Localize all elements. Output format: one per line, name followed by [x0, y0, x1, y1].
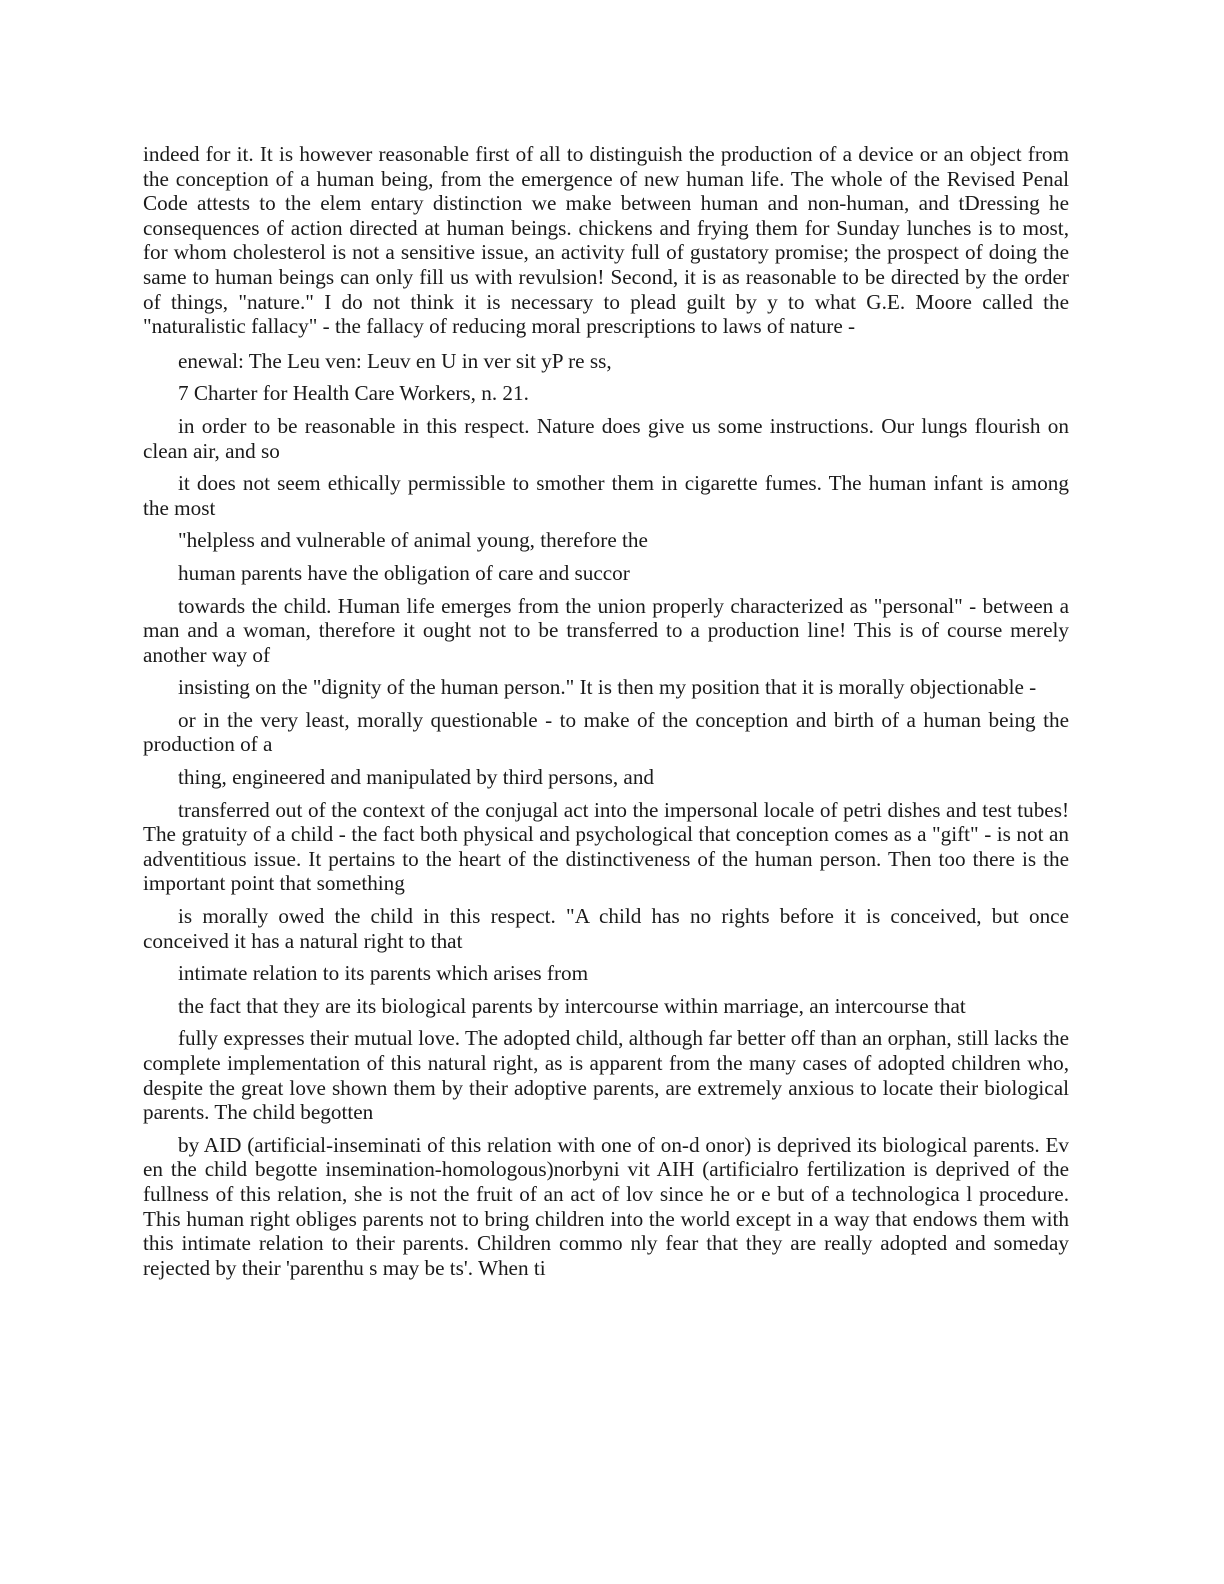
paragraph: transferred out of the context of the conjugal act into the impersonal locale of petri dishes and test tubes! The gratuity of a child - the fact both physical and psychological that conception comes as a "gift" - is not an adventitious issue. It pertains to the heart of the distinctiveness of the human person. Then too there is the important point that something [143, 797, 1069, 896]
paragraph: it does not seem ethically permissible to smother them in cigarette fumes. The human infant is among the most [143, 471, 1069, 520]
paragraph: human parents have the obligation of care and succor [178, 560, 630, 585]
paragraph: by AID (artificial-inseminati of this relation with one of on-d onor) is deprived its biological parents. Ev en the child begotte insemination-homologous)norbyni vit AIH (artificialro fertilization is deprived of the fullness of this relation, she is not the fruit of an act of lov since he or e but of a technologica l procedure. This human right obliges parents not to bring children into the world except in a way that endows them with this intimate relation to their parents. Children commo nly fear that they are really adopted and someday rejected by their 'parenthu s may be ts'. When ti [143, 1132, 1069, 1280]
paragraph: or in the very least, morally questionable - to make of the conception and birth of a human being the production of a [143, 707, 1069, 757]
paragraph: intimate relation to its parents which arises from [178, 961, 589, 986]
footnote: 7 Charter for Health Care Workers, n. 21. [178, 381, 529, 406]
paragraph: indeed for it. It is however reasonable first of all to distinguish the production of a device or an object from the conception of a human being, from the emergence of new human life. The whole of the Revised Penal Code attests to the elem entary distinction we make between human and non-human, and tDressing he consequences of action directed at human beings. chickens and frying them for Sunday lunches is to most, for whom cholesterol is not a sensitive issue, an activity full of gustatory promise; the prospect of doing the same to human beings can only fill us with revulsion! Second, it is as reasonable to be directed by the order of things, "nature." I do not think it is necessary to plead guilt by y to what G.E. Moore called the "naturalistic fallacy" - the fallacy of reducing moral prescriptions to laws of nature - [143, 142, 1069, 339]
paragraph: towards the child. Human life emerges from the union properly characterized as "personal" - between a man and a woman, therefore it ought not to be transferred to a production line! This is of course merely another way of [143, 593, 1069, 667]
footnote-fragment: enewal: The Leu ven: Leuv en U in ver sit yP re ss, [178, 348, 612, 373]
document-body [143, 142, 1069, 1288]
paragraph: insisting on the "dignity of the human person." It is then my position that it is morally objectionable - [178, 675, 1037, 700]
paragraph: is morally owed the child in this respect. "A child has no rights before it is conceived, but once conceived it has a natural right to that [143, 904, 1069, 953]
paragraph: the fact that they are its biological parents by intercourse within marriage, an intercourse that [178, 993, 966, 1018]
paragraph: thing, engineered and manipulated by third persons, and [178, 765, 655, 790]
paragraph: fully expresses their mutual love. The adopted child, although far better off than an orphan, still lacks the complete implementation of this natural right, as is apparent from the many cases of adopted children who, despite the great love shown them by their adoptive parents, are extremely anxious to locate their biological parents. The child begotten [143, 1026, 1069, 1125]
paragraph: in order to be reasonable in this respect. Nature does give us some instructions. Our lungs flourish on clean air, and so [143, 413, 1069, 463]
paragraph: "helpless and vulnerable of animal young, therefore the [178, 528, 648, 553]
